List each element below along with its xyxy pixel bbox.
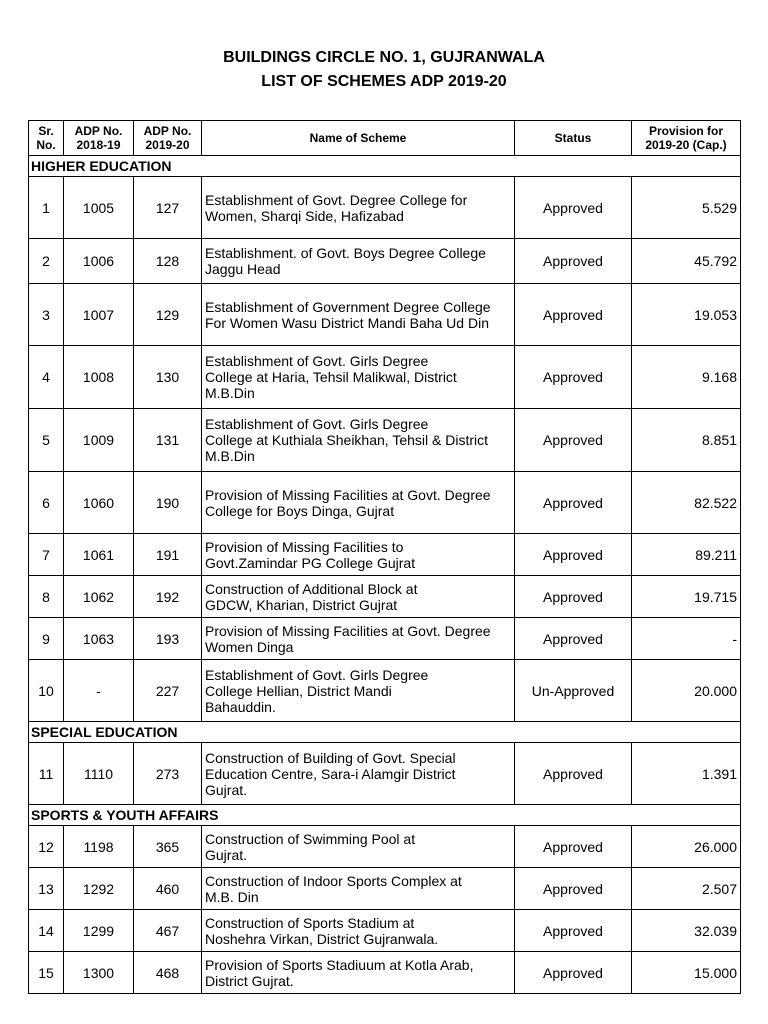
cell-scheme-name [202,952,515,994]
cell-adp-2019-20: 130 [134,346,202,409]
cell-status: Approved [515,409,632,472]
table-row [29,868,741,910]
header-name-of-scheme: Name of Scheme [202,121,515,156]
cell-adp-2018-19: 1005 [64,177,134,239]
scheme-name-line: Construction of Building of Govt. Special [205,749,456,766]
scheme-name-line: Provision of Missing Facilities to [205,538,404,555]
cell-sr-no: 12 [29,826,64,868]
table-row [29,576,741,618]
cell-status: Approved [515,868,632,910]
cell-provision: 20.000 [632,660,741,722]
scheme-name-line: GDCW, Kharian, District Gujrat [205,596,398,613]
scheme-name-line: Provision of Missing Facilities at Govt. Degree [205,486,491,503]
cell-provision: 45.792 [632,239,741,284]
header-adp-2018-19: ADP No. 2018-19 [64,121,134,156]
scheme-name-line: College at Kuthiala Sheikhan, Tehsil & District [205,432,489,448]
cell-adp-2019-20: 190 [134,472,202,534]
cell-status: Approved [515,743,632,805]
table-row [29,910,741,952]
cell-adp-2018-19: 1198 [64,826,134,868]
cell-scheme-name [202,660,515,722]
scheme-name-line: Gujrat. [205,846,248,863]
cell-provision: 32.039 [632,910,741,952]
cell-scheme-name [202,576,515,618]
scheme-name-line: Women Dinga [205,638,294,655]
cell-provision: 26.000 [632,826,741,868]
header-sr-no: Sr. No. [29,121,64,156]
cell-provision: 89.211 [632,534,741,576]
scheme-name-line: Bahauddin. [205,698,276,715]
cell-adp-2018-19: 1061 [64,534,134,576]
cell-sr-no: 11 [29,743,64,805]
cell-scheme-name [202,743,515,805]
cell-scheme-name [202,534,515,576]
cell-adp-2018-19: 1008 [64,346,134,409]
document-title [0,46,768,94]
scheme-name-line: M.B.Din [205,448,255,464]
scheme-name-line: Noshehra Virkan, District Gujranwala. [205,930,439,947]
scheme-name-line: Establishment of Govt. Girls Degree [205,416,429,432]
cell-adp-2019-20: 467 [134,910,202,952]
scheme-name-line: Provision of Missing Facilities at Govt. Degree [205,622,491,639]
scheme-name-line: District Gujrat. [205,972,294,989]
section-row [29,722,741,743]
cell-adp-2019-20: 131 [134,409,202,472]
table-body [29,156,741,994]
cell-status: Approved [515,284,632,346]
cell-provision: 19.053 [632,284,741,346]
cell-sr-no: 10 [29,660,64,722]
scheme-name-line: Construction of Indoor Sports Complex at [205,872,462,889]
table-row [29,239,741,284]
cell-scheme-name [202,472,515,534]
table-row [29,826,741,868]
cell-sr-no: 5 [29,409,64,472]
scheme-name-line: For Women Wasu District Mandi Baha Ud Din [205,314,489,331]
header-adp-2019-20: ADP No. 2019-20 [134,121,202,156]
cell-scheme-name [202,284,515,346]
scheme-name-line: Jaggu Head [205,261,281,277]
cell-provision: 8.851 [632,409,741,472]
cell-adp-2018-19: 1292 [64,868,134,910]
cell-sr-no: 14 [29,910,64,952]
cell-status: Approved [515,346,632,409]
cell-sr-no: 2 [29,239,64,284]
scheme-name-line: Gujrat. [205,781,248,798]
table-row [29,660,741,722]
table-header-row [29,121,741,156]
cell-scheme-name [202,910,515,952]
cell-scheme-name [202,177,515,239]
scheme-name-line: Establishment of Govt. Girls Degree [205,666,429,683]
cell-status: Un-Approved [515,660,632,722]
section-row [29,805,741,826]
cell-sr-no: 6 [29,472,64,534]
cell-provision: 19.715 [632,576,741,618]
cell-adp-2018-19: - [64,660,134,722]
scheme-name-line: Construction of Sports Stadium at [205,914,415,931]
cell-sr-no: 13 [29,868,64,910]
cell-adp-2019-20: 468 [134,952,202,994]
scheme-name-line: College Hellian, District Mandi [205,682,392,699]
cell-adp-2018-19: 1299 [64,910,134,952]
scheme-name-line: College at Haria, Tehsil Malikwal, District [205,369,457,385]
scheme-name-line: Provision of Sports Stadiuum at Kotla Arab, [205,956,474,973]
cell-adp-2019-20: 129 [134,284,202,346]
title-line-2: LIST OF SCHEMES ADP 2019-20 [261,73,507,90]
cell-adp-2018-19: 1063 [64,618,134,660]
cell-adp-2019-20: 227 [134,660,202,722]
cell-status: Approved [515,576,632,618]
cell-provision: 9.168 [632,346,741,409]
table-row [29,618,741,660]
cell-provision: - [632,618,741,660]
cell-adp-2019-20: 191 [134,534,202,576]
section-title: SPECIAL EDUCATION [29,722,741,743]
cell-status: Approved [515,826,632,868]
cell-adp-2019-20: 273 [134,743,202,805]
cell-sr-no: 9 [29,618,64,660]
cell-sr-no: 4 [29,346,64,409]
cell-scheme-name [202,239,515,284]
cell-sr-no: 7 [29,534,64,576]
cell-adp-2019-20: 127 [134,177,202,239]
cell-status: Approved [515,177,632,239]
cell-adp-2019-20: 128 [134,239,202,284]
scheme-name-line: Women, Sharqi Side, Hafizabad [205,207,404,224]
cell-scheme-name [202,868,515,910]
cell-provision: 15.000 [632,952,741,994]
cell-status: Approved [515,472,632,534]
cell-adp-2019-20: 460 [134,868,202,910]
cell-scheme-name [202,618,515,660]
cell-status: Approved [515,618,632,660]
cell-provision: 82.522 [632,472,741,534]
cell-adp-2018-19: 1110 [64,743,134,805]
section-row [29,156,741,177]
cell-status: Approved [515,910,632,952]
cell-adp-2018-19: 1006 [64,239,134,284]
scheme-name-line: Govt.Zamindar PG College Gujrat [205,554,416,571]
scheme-name-line: Establishment of Govt. Degree College for [205,191,468,208]
scheme-name-line: M.B.Din [205,385,255,401]
scheme-name-line: Establishment of Government Degree College [205,298,491,315]
cell-adp-2019-20: 193 [134,618,202,660]
scheme-name-line: Establishment. of Govt. Boys Degree College [205,245,486,261]
scheme-name-line: Construction of Additional Block at [205,580,418,597]
cell-adp-2019-20: 192 [134,576,202,618]
cell-status: Approved [515,239,632,284]
schemes-table [28,120,741,994]
cell-adp-2019-20: 365 [134,826,202,868]
cell-adp-2018-19: 1062 [64,576,134,618]
scheme-name-line: M.B. Din [205,888,259,905]
cell-scheme-name [202,826,515,868]
table-row [29,284,741,346]
cell-provision: 2.507 [632,868,741,910]
table-row [29,743,741,805]
cell-scheme-name [202,409,515,472]
cell-status: Approved [515,952,632,994]
section-title: HIGHER EDUCATION [29,156,741,177]
section-title: SPORTS & YOUTH AFFAIRS [29,805,741,826]
cell-sr-no: 15 [29,952,64,994]
scheme-name-line: Establishment of Govt. Girls Degree [205,353,429,369]
cell-sr-no: 1 [29,177,64,239]
table-row [29,346,741,409]
cell-adp-2018-19: 1060 [64,472,134,534]
scheme-name-line: Education Centre, Sara-i Alamgir District [205,765,456,782]
cell-adp-2018-19: 1300 [64,952,134,994]
table-row [29,472,741,534]
cell-status: Approved [515,534,632,576]
cell-adp-2018-19: 1007 [64,284,134,346]
table-row [29,409,741,472]
header-status: Status [515,121,632,156]
cell-sr-no: 3 [29,284,64,346]
cell-sr-no: 8 [29,576,64,618]
title-line-1: BUILDINGS CIRCLE NO. 1, GUJRANWALA [223,49,545,66]
cell-provision: 5.529 [632,177,741,239]
cell-provision: 1.391 [632,743,741,805]
scheme-name-line: Construction of Swimming Pool at [205,830,416,847]
table-row [29,177,741,239]
scheme-name-line: College for Boys Dinga, Gujrat [205,502,395,519]
cell-scheme-name [202,346,515,409]
cell-adp-2018-19: 1009 [64,409,134,472]
table-row [29,952,741,994]
header-provision: Provision for 2019-20 (Cap.) [632,121,741,156]
table-row [29,534,741,576]
